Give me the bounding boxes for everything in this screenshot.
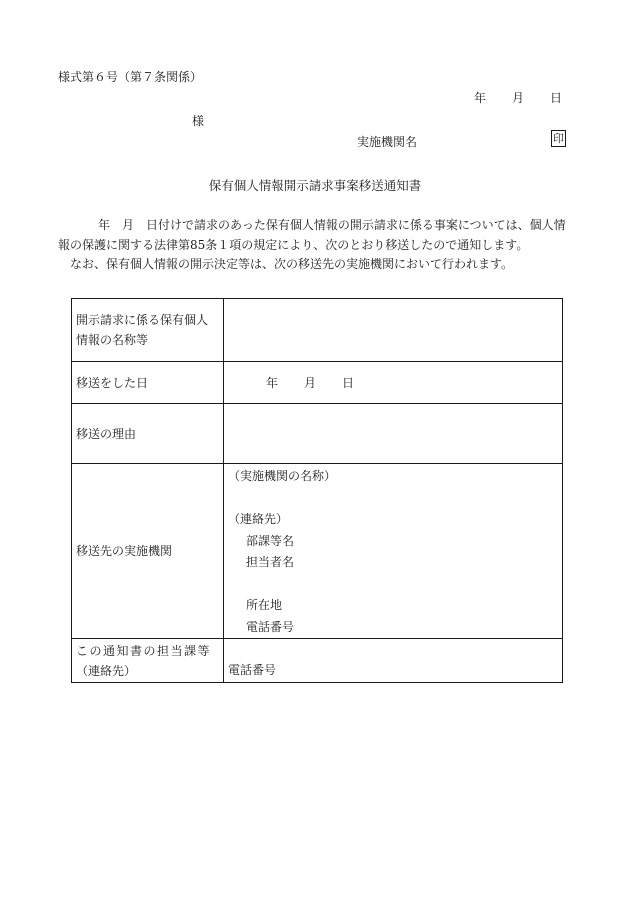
transfer-date-year: 年 xyxy=(266,375,279,390)
transfer-date-value xyxy=(224,362,563,404)
destination-address: 所在地 xyxy=(246,598,283,612)
notice-contact-label-line2: （連絡先） xyxy=(76,663,137,678)
notice-contact-label xyxy=(72,639,224,683)
table-row xyxy=(72,404,563,464)
seal-mark: 印 xyxy=(553,132,564,145)
destination-agency-label: 移送先の実施機関 xyxy=(72,464,224,639)
transfer-reason-value xyxy=(224,404,563,464)
form-number: 様式第６号（第７条関係） xyxy=(58,70,203,84)
issue-date-year: 年 xyxy=(474,91,487,105)
destination-agency-name: （実施機関の名称） xyxy=(228,469,337,483)
table-row xyxy=(72,299,563,362)
notice-body xyxy=(58,216,572,275)
destination-department: 部課等名 xyxy=(246,533,295,548)
destination-contact: （連絡先） xyxy=(228,512,289,526)
addressee-suffix: 様 xyxy=(192,114,205,128)
issue-date-month: 月 xyxy=(512,91,525,105)
transfer-date-label: 移送をした日 xyxy=(72,362,224,404)
transfer-date-month: 月 xyxy=(304,375,317,390)
destination-phone: 電話番号 xyxy=(246,619,295,634)
notice-contact-phone: 電話番号 xyxy=(224,639,563,683)
table-row xyxy=(72,639,563,683)
table-row xyxy=(72,362,563,404)
notice-paragraph-1: 年 月 日付けで請求のあった保有個人情報の開示請求に係る事案については、個人情報の保護に関する法律第85条１項の規定により、次のとおり移送したので通知します。 xyxy=(58,218,566,252)
issue-date xyxy=(474,89,562,106)
requested-info-label: 開示請求に係る保有個人情報の名称等 xyxy=(72,299,224,362)
notice-contact-label-line1: この通知書の担当課等 xyxy=(76,643,212,658)
destination-person: 担当者名 xyxy=(246,555,295,569)
issue-date-day: 日 xyxy=(550,91,563,105)
transfer-date-day: 日 xyxy=(342,375,355,390)
table-row xyxy=(72,464,563,639)
requested-info-value xyxy=(224,299,563,362)
destination-agency-value xyxy=(224,464,563,639)
agency-name-label: 実施機関名 xyxy=(357,135,418,149)
notice-paragraph-2: なお、保有個人情報の開示決定等は、次の移送先の実施機関において行われます。 xyxy=(70,257,514,271)
transfer-reason-label: 移送の理由 xyxy=(72,404,224,464)
transfer-details-table xyxy=(71,298,563,683)
document-title: 保有個人情報開示請求事案移送通知書 xyxy=(208,178,422,193)
